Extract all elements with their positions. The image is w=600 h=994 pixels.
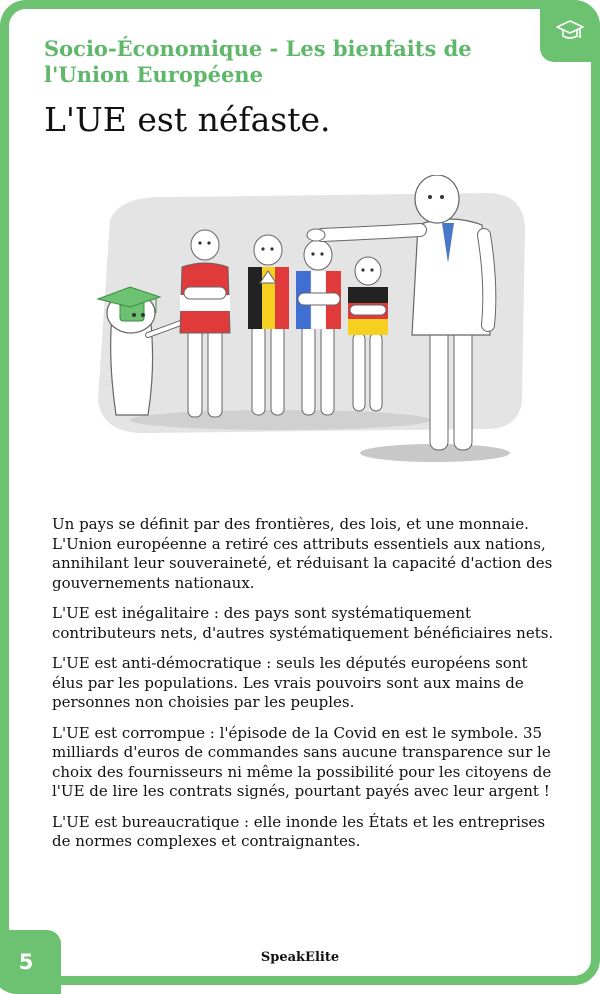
paragraph-bureaucracy: L'UE est bureaucratique : elle inonde les États et les entreprises de normes complexes et contraignantes. xyxy=(52,812,546,850)
paragraph-inequality: L'UE est inégalitaire : des pays sont systématiquement contributeurs nets, d'autres systématiquement bénéficiaires nets. xyxy=(52,604,554,642)
paragraph-corruption: L'UE est corrompue : l'épisode de la Covid en est le symbole. 35 milliards d'euros de commandes sans aucune transparence sur le choix des fournisseurs ni même la possibilité pour les citoyens de l'UE de lire les contrats signés, pourtant payés avec leur argent ! xyxy=(52,723,552,800)
corner-badge xyxy=(540,0,600,62)
graduation-cap-icon xyxy=(555,18,585,44)
illustration xyxy=(90,175,530,480)
body-text xyxy=(52,515,562,863)
paragraph-democracy: L'UE est anti-démocratique : seuls les députés européens sont élus par les populations. Les vrais pouvoirs sont aux mains de personnes non choisies par les peuples. xyxy=(52,654,528,711)
paragraph-sovereignty: Un pays se définit par des frontières, des lois, et une monnaie. L'Union européenne a retiré ces attributs essentiels aux nations, annihilant leur souveraineté, et réduisant la capacité d'action des gouvernements nationaux. xyxy=(52,515,553,592)
brand-label: SpeakElite xyxy=(260,950,340,965)
card-title: L'UE est néfaste. xyxy=(44,100,331,139)
page-number-badge: 5 xyxy=(0,930,61,994)
category-heading: Socio-Économique - Les bienfaits de l'Union Européene xyxy=(44,36,472,87)
